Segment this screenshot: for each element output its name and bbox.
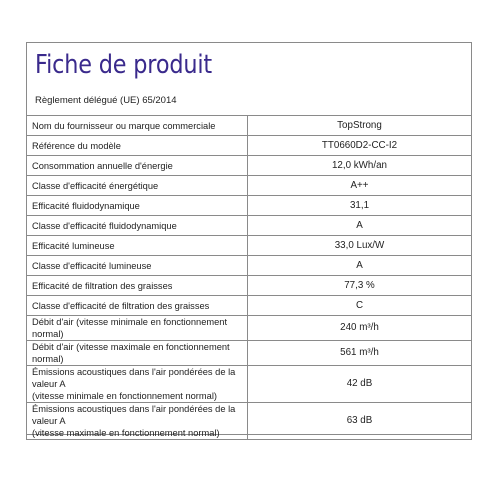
row-label: Nom du fournisseur ou marque commerciale — [27, 116, 248, 136]
row-label-line: (vitesse maximale en fonctionnement normal) — [32, 428, 220, 438]
row-label: Classe d'efficacité énergétique — [27, 176, 248, 196]
row-value: 33,0 Lux/W — [248, 236, 472, 256]
table-row — [27, 216, 472, 236]
row-label: Débit d'air (vitesse minimale en fonctionnement normal) — [27, 316, 248, 341]
table-row — [27, 341, 472, 366]
row-label: Débit d'air (vitesse maximale en fonctionnement normal) — [27, 341, 248, 366]
row-value: C — [248, 296, 472, 316]
table-row — [27, 403, 472, 440]
row-value: 77,3 % — [248, 276, 472, 296]
row-label-line: Émissions acoustiques dans l'air pondérées de la valeur A — [32, 404, 236, 426]
table-row — [27, 256, 472, 276]
table-row — [27, 116, 472, 136]
product-sheet — [26, 42, 472, 438]
row-label — [27, 403, 248, 440]
row-value: TopStrong — [248, 116, 472, 136]
row-value: 42 dB — [248, 366, 472, 403]
page-title: Fiche de produit — [35, 50, 213, 80]
table-row — [27, 316, 472, 341]
row-label-line: (vitesse minimale en fonctionnement normal) — [32, 391, 217, 401]
row-value: 31,1 — [248, 196, 472, 216]
row-label: Classe d'efficacité de filtration des graisses — [27, 296, 248, 316]
product-spec-table — [26, 115, 472, 440]
row-value: A — [248, 216, 472, 236]
row-value: 561 m³/h — [248, 341, 472, 366]
table-row — [27, 156, 472, 176]
table-row — [27, 366, 472, 403]
table-row — [27, 296, 472, 316]
row-value: TT0660D2-CC-I2 — [248, 136, 472, 156]
table-row — [27, 276, 472, 296]
table-row — [27, 236, 472, 256]
row-value: 63 dB — [248, 403, 472, 440]
row-label: Classe d'efficacité fluidodynamique — [27, 216, 248, 236]
table-row — [27, 196, 472, 216]
row-label: Référence du modèle — [27, 136, 248, 156]
row-label: Efficacité lumineuse — [27, 236, 248, 256]
row-value: 12,0 kWh/an — [248, 156, 472, 176]
row-label — [27, 366, 248, 403]
row-value: A++ — [248, 176, 472, 196]
regulation-reference: Règlement délégué (UE) 65/2014 — [35, 95, 177, 106]
row-label: Efficacité de filtration des graisses — [27, 276, 248, 296]
row-value: A — [248, 256, 472, 276]
row-label: Classe d'efficacité lumineuse — [27, 256, 248, 276]
row-label: Efficacité fluidodynamique — [27, 196, 248, 216]
table-row — [27, 176, 472, 196]
table-row — [27, 136, 472, 156]
row-label: Consommation annuelle d'énergie — [27, 156, 248, 176]
row-label-line: Émissions acoustiques dans l'air pondérées de la valeur A — [32, 367, 236, 389]
row-value: 240 m³/h — [248, 316, 472, 341]
